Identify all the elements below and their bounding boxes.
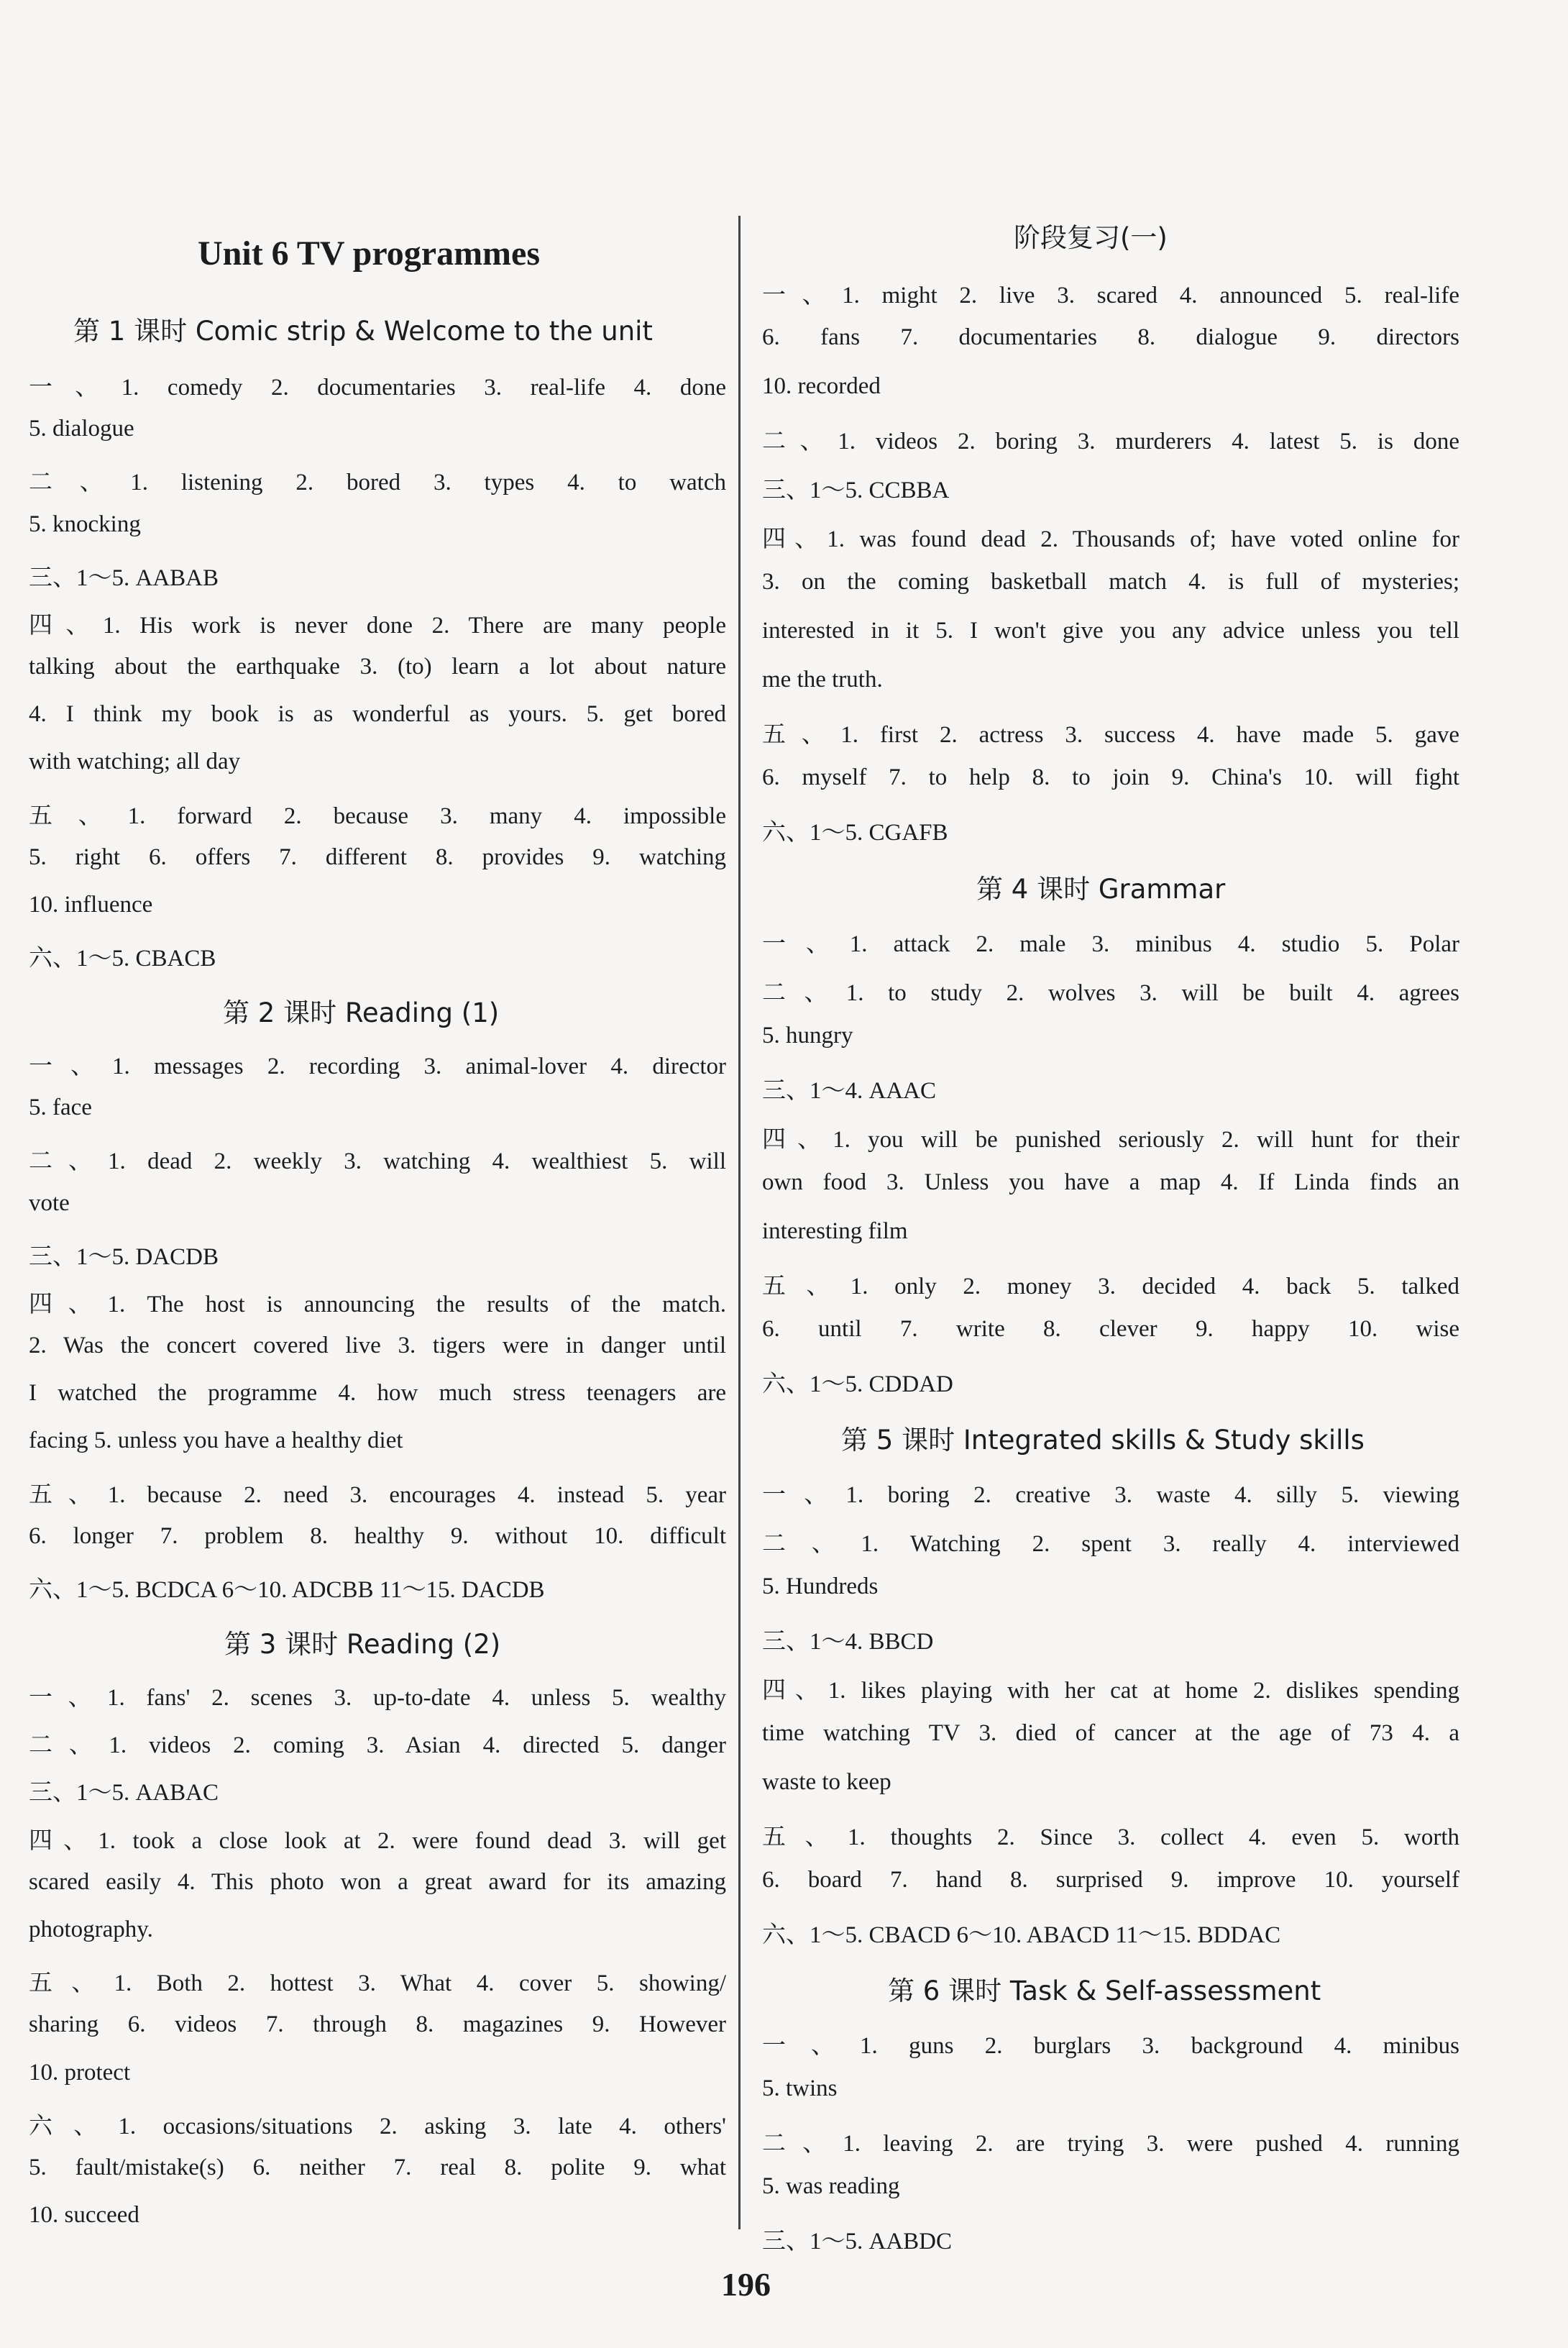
lesson5-heading: 第 5 课时 Integrated skills & Study skills [841,1425,1365,1456]
answer-line: photography. [29,1917,153,1942]
lesson2-heading: 第 2 课时 Reading (1) [223,997,500,1028]
answer-line: 六、1～5. CBACD 6～10. ABACD 11～15. BDDAC [762,1922,1281,1948]
answer-line: 六、1～5. BCDCA 6～10. ADCBB 11～15. DACDB [29,1577,545,1603]
answer-line: 四、1. His work is never done 2. There are many people [29,613,726,639]
answer-line: 三、1～4. AAAC [762,1078,937,1104]
answer-line: 三、1～5. AABAB [29,565,219,591]
answer-line: 4. I think my book is as wonderful as yours. 5. get bored [29,701,726,727]
lesson3-heading: 第 3 课时 Reading (2) [224,1629,501,1660]
answer-line: 5. right 6. offers 7. different 8. provides 9. watching [29,844,726,870]
answer-line: 6. board 7. hand 8. surprised 9. improve 10. yourself [762,1867,1459,1893]
answer-line: 5. Hundreds [762,1573,879,1599]
answer-line: 二、1. listening 2. bored 3. types 4. to watch [29,470,726,495]
answer-line: 一、1. boring 2. creative 3. waste 4. silly 5. viewing [762,1482,1459,1508]
answer-line: 二、1. dead 2. weekly 3. watching 4. wealthiest 5. will [29,1148,726,1174]
answer-line: facing 5. unless you have a healthy diet [29,1427,403,1453]
answer-line: vote [29,1190,70,1216]
answer-line: 一、1. comedy 2. documentaries 3. real-life 4. done [29,375,726,401]
answer-line: 四、1. you will be punished seriously 2. will hunt for their [762,1127,1459,1153]
answer-line: 6. until 7. write 8. clever 9. happy 10. wise [762,1316,1459,1342]
answer-line: 10. recorded [762,373,881,399]
answer-line: waste to keep [762,1769,891,1795]
answer-line: interesting film [762,1218,908,1244]
answer-line: 一、1. might 2. live 3. scared 4. announced 5. real-life [762,283,1459,309]
lesson6-heading: 第 6 课时 Task & Self-assessment [888,1975,1321,2006]
answer-line: 一、1. attack 2. male 3. minibus 4. studio 5. Polar [762,931,1459,957]
answer-line: 6. fans 7. documentaries 8. dialogue 9. directors [762,324,1459,350]
answer-line: 六、1～5. CBACB [29,946,216,972]
lesson1-heading: 第 1 课时 Comic strip & Welcome to the unit [73,316,653,347]
answer-line: 3. on the coming basketball match 4. is full of mysteries; [762,569,1459,595]
answer-line: 三、1～5. AABDC [762,2229,953,2255]
answer-line: 5. twins [762,2075,838,2101]
answer-line: 5. was reading [762,2173,900,2199]
answer-line: 5. hungry [762,1023,853,1049]
unit-title: Unit 6 TV programmes [198,234,541,273]
answer-line: 二、1. videos 2. coming 3. Asian 4. directed 5. danger [29,1732,726,1758]
review-heading: 阶段复习(一) [1014,222,1168,253]
column-divider [738,216,741,2229]
answer-line: 二、1. to study 2. wolves 3. will be built 4. agrees [762,980,1459,1006]
answer-line: sharing 6. videos 7. through 8. magazines 9. However [29,2011,726,2037]
answer-line: 六、1～5. CDDAD [762,1371,953,1397]
answer-line: 2. Was the concert covered live 3. tigers were in danger until [29,1333,726,1358]
answer-line: 5. fault/mistake(s) 6. neither 7. real 8. polite 9. what [29,2155,726,2180]
answer-line: time watching TV 3. died of cancer at the age of 73 4. a [762,1720,1459,1746]
answer-line: 四、1. was found dead 2. Thousands of; have voted online for [762,526,1459,552]
answer-line: 五、1. thoughts 2. Since 3. collect 4. even 5. worth [762,1824,1459,1850]
answer-line: 6. myself 7. to help 8. to join 9. China's 10. will fight [762,764,1459,790]
answer-line: 10. succeed [29,2202,139,2228]
answer-line: 一、1. guns 2. burglars 3. background 4. minibus [762,2033,1459,2059]
answer-line: 三、1～5. CCBBA [762,478,950,503]
answer-line: 三、1～5. AABAC [29,1780,219,1806]
answer-line: 10. protect [29,2060,131,2086]
answer-line: 一、1. messages 2. recording 3. animal-lover 4. director [29,1054,726,1079]
answer-line: 六、1～5. CGAFB [762,820,948,846]
answer-line: 5. dialogue [29,416,134,442]
answer-line: own food 3. Unless you have a map 4. If Linda finds an [762,1169,1459,1195]
answer-line: 5. face [29,1095,92,1120]
answer-line: interested in it 5. I won't give you any advice unless you tell [762,618,1459,644]
answer-line: 10. influence [29,892,153,918]
answer-line: 四、1. took a close look at 2. were found dead 3. will get [29,1828,726,1854]
answer-line: 三、1～4. BBCD [762,1629,934,1655]
answer-line: scared easily 4. This photo won a great award for its amazing [29,1869,726,1895]
answer-line: 六、1. occasions/situations 2. asking 3. late 4. others' [29,2114,726,2139]
answer-line: 二、1. videos 2. boring 3. murderers 4. latest 5. is done [762,429,1459,454]
answer-line: with watching; all day [29,749,241,775]
answer-line: 三、1～5. DACDB [29,1244,219,1270]
answer-line: 6. longer 7. problem 8. healthy 9. without 10. difficult [29,1523,726,1549]
answer-line: 四、1. likes playing with her cat at home 2. dislikes spending [762,1678,1459,1704]
answer-line: 五、1. Both 2. hottest 3. What 4. cover 5. showing/ [29,1970,726,1996]
answer-line: I watched the programme 4. how much stress teenagers are [29,1380,726,1406]
answer-line: talking about the earthquake 3. (to) learn a lot about nature [29,654,726,680]
answer-line: 五、1. first 2. actress 3. success 4. have made 5. gave [762,722,1459,748]
answer-line: 一、1. fans' 2. scenes 3. up-to-date 4. unless 5. wealthy [29,1685,726,1711]
answer-line: 四、1. The host is announcing the results of the match. [29,1292,726,1317]
answer-line: 五、1. forward 2. because 3. many 4. impossible [29,803,726,829]
answer-line: 五、1. only 2. money 3. decided 4. back 5. talked [762,1274,1459,1299]
answer-line: me the truth. [762,667,883,693]
answer-line: 二、1. leaving 2. are trying 3. were pushed 4. running [762,2131,1459,2157]
answer-line: 5. knocking [29,511,141,537]
page-number: 196 [721,2266,771,2303]
lesson4-heading: 第 4 课时 Grammar [976,874,1226,905]
answer-line: 二、1. Watching 2. spent 3. really 4. interviewed [762,1531,1459,1557]
answer-line: 五、1. because 2. need 3. encourages 4. instead 5. year [29,1482,726,1508]
